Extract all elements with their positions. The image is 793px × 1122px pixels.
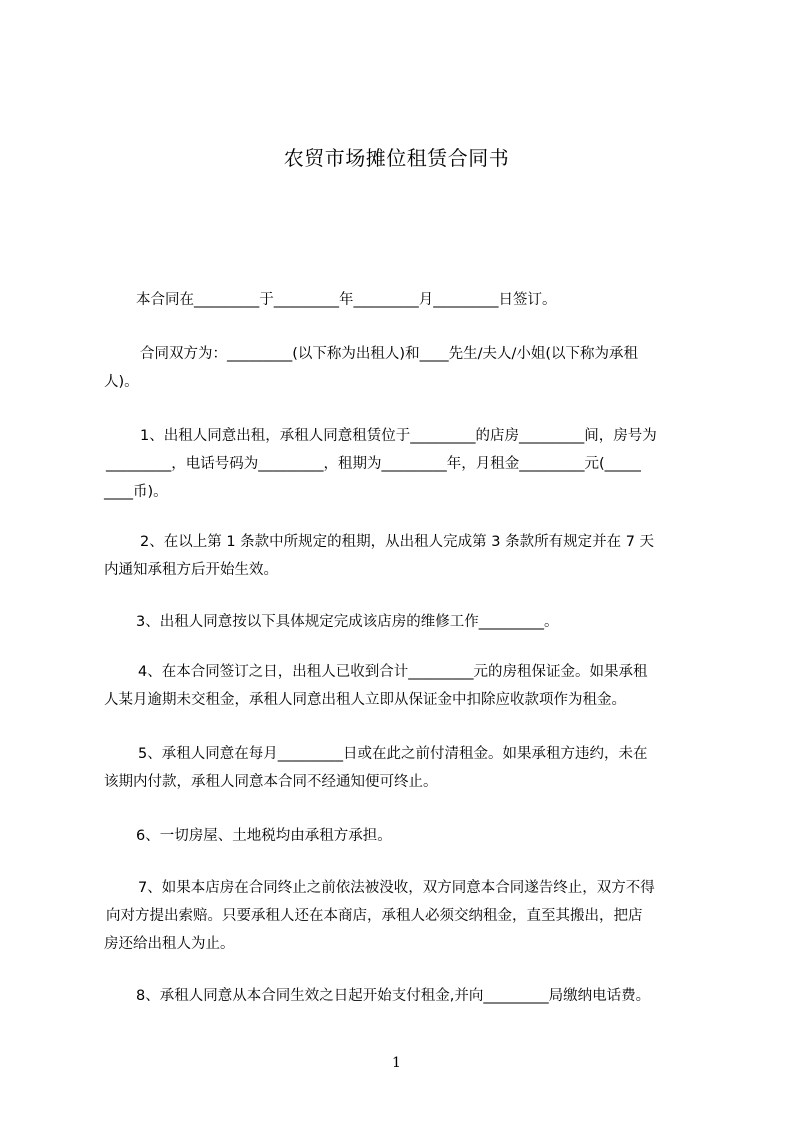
clause-8-line-1: 8、承租人同意从本合同生效之日起开始支付租金,并向_________局缴纳电话费。	[136, 988, 651, 1004]
clause-2-line-1: 2、在以上第 1 条款中所规定的租期，从出租人完成第 3 条款所有规定并在 7 天	[140, 534, 655, 550]
clause-1-line-2: _________，电话号码为_________，租期为_________年，月租金_________元(_____	[106, 456, 641, 472]
clause-5-line-2: 该期内付款，承租人同意本合同不经通知便可终止。	[104, 774, 438, 790]
clause-1-line-3: ____币)。	[104, 484, 168, 500]
clause-6-line-1: 6、一切房屋、土地税均由承租方承担。	[136, 828, 392, 844]
page-number: 1	[392, 1055, 401, 1071]
clause-4-line-2: 人某月逾期未交租金，承租人同意出租人立即从保证金中扣除应收款项作为租金。	[104, 692, 626, 708]
clause-7-line-1: 7、如果本店房在合同终止之前依法被没收，双方同意本合同遂告终止，双方不得	[138, 880, 655, 896]
clause-1-line-1: 1、出租人同意出租，承租人同意租赁位于_________的店房_________间，房号为	[140, 428, 657, 444]
clause-5-line-1: 5、承租人同意在每月_________日或在此之前付清租金。如果承租方违约，未在	[138, 746, 648, 762]
clause-7-line-2: 向对方提出索赔。只要承租人还在本商店，承租人必须交纳租金，直至其搬出，把店	[106, 908, 643, 924]
paragraph-2-line-2: 人)。	[104, 374, 139, 390]
clause-3-line-1: 3、出租人同意按以下具体规定完成该店房的维修工作_________。	[136, 614, 559, 630]
paragraph-2-line-1: 合同双方为：_________(以下称为出租人)和____先生/夫人/小姐(以下称为承租	[140, 346, 638, 362]
clause-4-line-1: 4、在本合同签订之日，出租人已收到合计_________元的房租保证金。如果承租	[138, 664, 648, 680]
document-title: 农贸市场摊位租赁合同书	[283, 146, 510, 170]
clause-2-line-2: 内通知承租方后开始生效。	[104, 562, 278, 578]
paragraph-1-line-1: 本合同在_________于_________年_________月_________日签订。	[136, 292, 557, 308]
clause-7-line-3: 房还给出租人为止。	[104, 936, 235, 952]
